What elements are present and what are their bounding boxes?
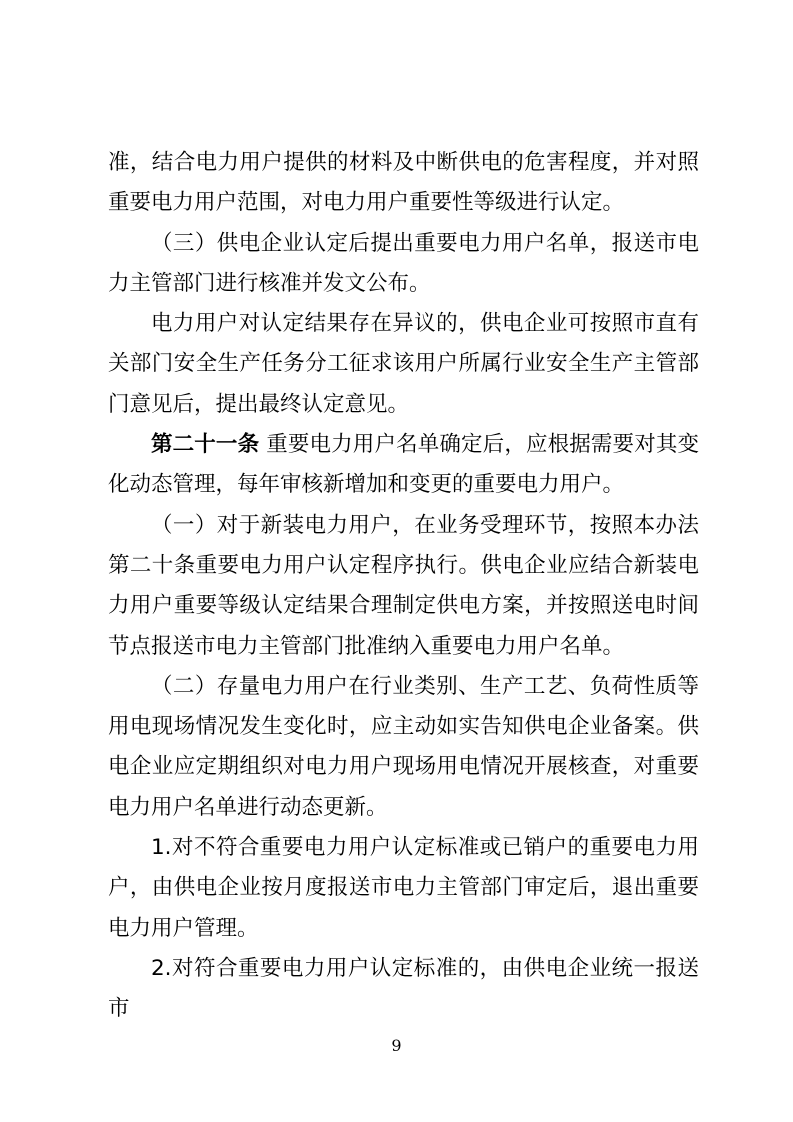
paragraph-text: 2.对符合重要电力用户认定标准的，由供电企业统一报送市	[108, 955, 699, 1022]
paragraph-text: 准，结合电力用户提供的材料及中断供电的危害程度，并对照重要电力用户范围，对电力用户重要性等级进行认定。	[108, 150, 699, 216]
article-heading: 第二十一条	[151, 432, 260, 458]
paragraph-text: （三）供电企业认定后提出重要电力用户名单，报送市电力主管部门进行核准并发文公布。	[108, 230, 699, 296]
paragraph-7	[108, 828, 699, 949]
paragraph-2	[108, 224, 699, 305]
paragraph-3	[108, 304, 699, 425]
document-body	[108, 143, 699, 1030]
paragraph-8	[108, 949, 699, 1030]
article-21-paragraph	[108, 425, 699, 506]
paragraph-text: 重要电力用户名单确定后，应根据需要对其变化动态管理，每年审核新增加和变更的重要电力用户。	[108, 432, 699, 498]
paragraph-text: （二）存量电力用户在行业类别、生产工艺、负荷性质等用电现场情况发生变化时，应主动如实告知供电企业备案。供电企业应定期组织对电力用户现场用电情况开展核查，对重要电力用户名单进行动态更新。	[108, 673, 699, 820]
page-number: 9	[391, 1036, 402, 1055]
paragraph-text: （一）对于新装电力用户，在业务受理环节，按照本办法第二十条重要电力用户认定程序执行。供电企业应结合新装电力用户重要等级认定结果合理制定供电方案，并按照送电时间节点报送市电力主管部门批准纳入重要电力用户名单。	[108, 512, 699, 659]
paragraph-1	[108, 143, 699, 224]
paragraph-text: 电力用户对认定结果存在异议的，供电企业可按照市直有关部门安全生产任务分工征求该用户所属行业安全生产主管部门意见后，提出最终认定意见。	[108, 311, 699, 417]
paragraph-6	[108, 667, 699, 828]
paragraph-5	[108, 506, 699, 667]
paragraph-text: 1.对不符合重要电力用户认定标准或已销户的重要电力用户，由供电企业按月度报送市电力主管部门审定后，退出重要电力用户管理。	[108, 835, 699, 941]
